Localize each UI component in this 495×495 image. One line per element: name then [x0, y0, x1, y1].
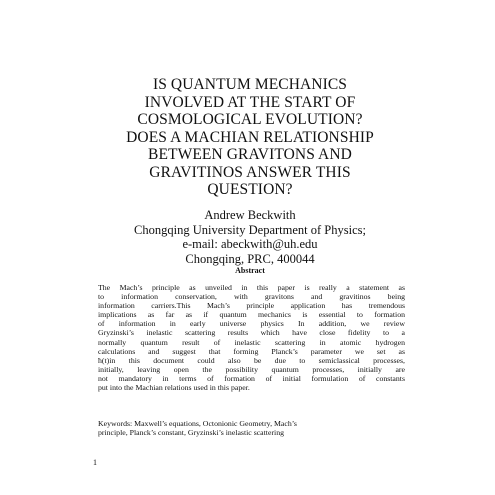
abstract-line: of information in early universe physics In addition, we review [98, 319, 405, 329]
abstract-line: Gryzinski’s inelastic scattering results which have close fidelity to a [98, 328, 405, 338]
title-line: BETWEEN GRAVITONS AND [148, 146, 352, 163]
title-line: DOES A MACHIAN RELATIONSHIP [126, 128, 374, 146]
abstract-line: initially, leaving open the possibility quantum processes, initially are [98, 364, 405, 374]
abstract-body [98, 283, 405, 392]
title-line: QUESTION? [207, 181, 293, 198]
abstract-line: implications as far as if quantum mechanics is essential to formation [98, 310, 405, 320]
author-block [60, 208, 440, 266]
title-line: COSMOLOGICAL EVOLUTION? [137, 111, 363, 128]
title-line: INVOLVED AT THE START OF [144, 93, 356, 111]
keywords-line: Keywords: Maxwell’s equations, Octonionic Geometry, Mach’s [98, 419, 297, 428]
abstract-line: not mandatory in terms of formation of initial formulation of constants [98, 373, 405, 383]
page-number: 1 [93, 458, 97, 467]
title-line: IS QUANTUM MECHANICS [152, 76, 348, 93]
author-email: e-mail: abeckwith@uh.edu [182, 237, 318, 251]
abstract-line: put into the Machian relations used in this paper. [98, 383, 250, 393]
title-line: GRAVITINOS ANSWER THIS [149, 163, 351, 181]
abstract-line: information carriers.This Mach’s principle application has tremendous [98, 301, 405, 311]
keywords-line: principle, Planck’s constant, Gryzinski’s inelastic scattering [98, 428, 284, 438]
author-affiliation: Chongqing University Department of Physics; [134, 222, 366, 237]
keywords-block [98, 419, 405, 437]
paper-title [60, 76, 440, 199]
abstract-heading: Abstract [235, 266, 265, 275]
abstract-line: ħ(t)in this document could also be due to semiclassical processes, [98, 355, 405, 365]
author-name: Andrew Beckwith [204, 208, 296, 222]
abstract-line: calculations and suggest that forming Planck’s parameter we set as [98, 346, 405, 356]
abstract-line: normally quantum result of inelastic scattering in atomic hydrogen [98, 337, 405, 347]
abstract-line: The Mach’s principle as unveiled in this paper is really a statement as [98, 283, 405, 292]
author-location: Chongqing, PRC, 400044 [185, 251, 315, 266]
abstract-line: to information conservation, with gravitons and gravitinos being [98, 292, 405, 302]
